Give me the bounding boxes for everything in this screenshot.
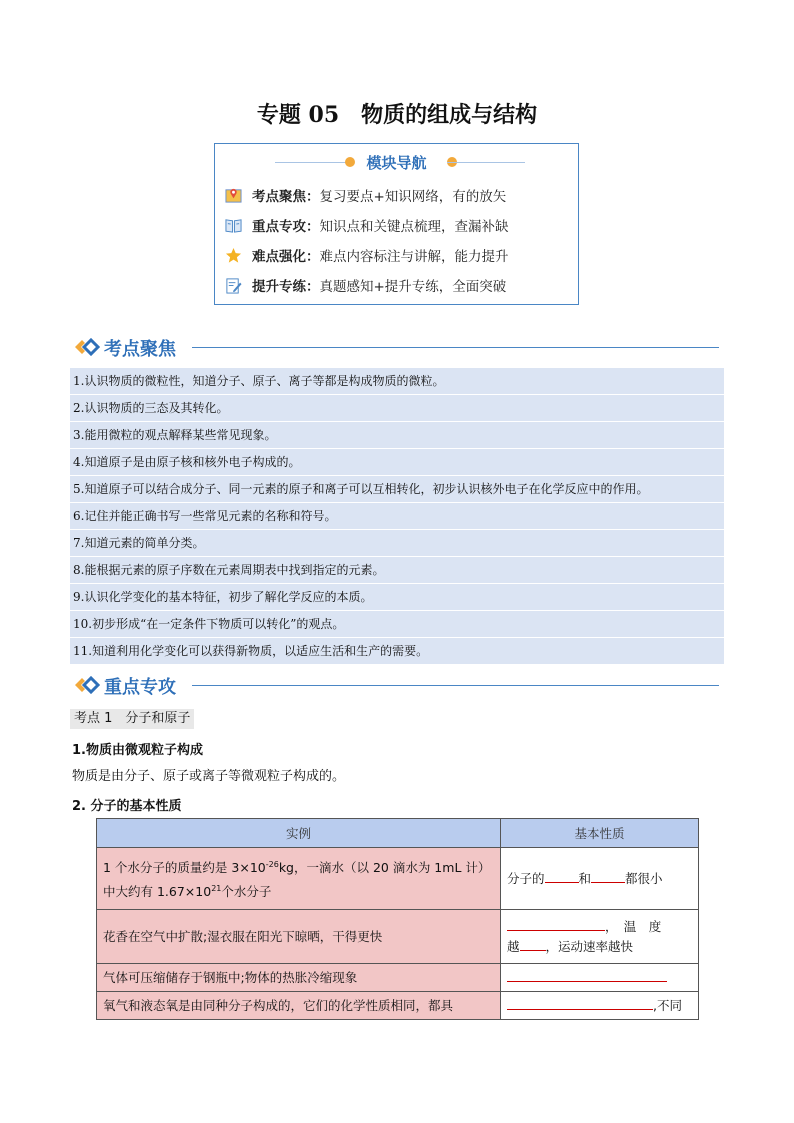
list-item: 5.知道原子可以结合成分子、同一元素的原子和离子可以互相转化，初步认识核外电子在化学反应中的作用。 — [70, 476, 724, 503]
table-row — [97, 964, 699, 992]
nav-item-label: 考点聚焦： — [252, 189, 320, 205]
list-item: 3.能用微粒的观点解释某些常见现象。 — [70, 422, 724, 449]
answer-blank[interactable] — [507, 917, 605, 931]
edit-icon — [225, 277, 242, 294]
example-cell: 氧气和液态氧是由同种分子构成的，它们的化学性质相同，都具 — [97, 992, 501, 1020]
answer-blank[interactable] — [591, 869, 625, 883]
nav-item-difficult[interactable] — [225, 244, 509, 266]
chevron-right-icon — [74, 338, 100, 356]
section-rule — [192, 347, 719, 348]
list-item: 9.认识化学变化的基本特征，初步了解化学反应的本质。 — [70, 584, 724, 611]
answer-blank[interactable] — [507, 996, 653, 1010]
list-item: 1.认识物质的微粒性，知道分子、原子、离子等都是构成物质的微粒。 — [70, 368, 724, 395]
focus-list — [70, 368, 724, 665]
nav-item-text: 复习要点+知识网络，有的放矢 — [319, 189, 507, 205]
subheading: 2. 分子的基本性质 — [72, 799, 182, 814]
properties-table — [96, 818, 699, 1020]
property-cell — [501, 848, 699, 910]
cell-text: 越 — [507, 938, 520, 954]
section-rule — [192, 685, 719, 686]
list-item: 6.记住并能正确书写一些常见元素的名称和符号。 — [70, 503, 724, 530]
map-icon — [225, 187, 242, 204]
table-row — [97, 910, 699, 964]
section-title: 重点专攻 — [104, 677, 176, 698]
answer-blank[interactable] — [545, 869, 579, 883]
cell-text: ， 温 度 — [605, 918, 662, 934]
table-row — [97, 848, 699, 910]
property-cell — [501, 910, 699, 964]
nav-item-text: 真题感知+提升专练，全面突破 — [319, 279, 507, 295]
list-item: 7.知道元素的简单分类。 — [70, 530, 724, 557]
list-item: 4.知道原子是由原子核和核外电子构成的。 — [70, 449, 724, 476]
cell-text: 分子的 — [507, 870, 545, 886]
answer-blank[interactable] — [507, 968, 667, 982]
column-header: 基本性质 — [501, 819, 699, 848]
cell-text: ,不同 — [653, 997, 682, 1013]
book-icon — [225, 217, 242, 234]
cell-text: kg，一滴水（以 20 滴水为 1mL 计）中大约有 1.67×10 — [103, 860, 491, 899]
list-item: 8.能根据元素的原子序数在元素周期表中找到指定的元素。 — [70, 557, 724, 584]
subheading: 1.物质由微观粒子构成 — [72, 743, 203, 758]
nav-item-label: 重点专攻： — [252, 219, 320, 235]
property-cell — [501, 964, 699, 992]
nav-title: 模块导航 — [366, 154, 427, 172]
list-item: 2.认识物质的三态及其转化。 — [70, 395, 724, 422]
example-cell: 花香在空气中扩散;湿衣服在阳光下晾晒，干得更快 — [97, 910, 501, 964]
table-row — [97, 992, 699, 1020]
nav-divider-right — [447, 162, 525, 163]
nav-item-practice[interactable] — [225, 274, 506, 296]
module-navigation-box — [214, 143, 579, 305]
nav-item-text: 难点内容标注与讲解，能力提升 — [319, 249, 509, 265]
cell-text: 个水分子 — [221, 883, 272, 899]
section-title: 考点聚焦 — [104, 339, 176, 360]
star-icon — [225, 247, 242, 264]
nav-item-key[interactable] — [225, 214, 509, 236]
superscript: 21 — [211, 883, 222, 893]
paragraph: 物质是由分子、原子或离子等微观粒子构成的。 — [72, 769, 346, 784]
section-header-key — [74, 673, 719, 697]
example-cell: 气体可压缩储存于钢瓶中;物体的热胀冷缩现象 — [97, 964, 501, 992]
cell-text: ，运动速率越快 — [545, 938, 634, 954]
nav-header — [215, 152, 578, 172]
nav-item-focus[interactable] — [225, 184, 506, 206]
topic-tag: 考点 1 分子和原子 — [70, 709, 194, 729]
superscript: -26 — [265, 860, 279, 870]
answer-blank[interactable] — [520, 937, 546, 951]
example-cell — [97, 848, 501, 910]
nav-item-text: 知识点和关键点梳理，查漏补缺 — [319, 219, 509, 235]
page-title: 专题 05 物质的组成与结构 — [256, 102, 538, 128]
cell-text: 1 个水分子的质量约是 3×10 — [103, 860, 266, 876]
section-header-focus — [74, 335, 719, 359]
property-cell — [501, 992, 699, 1020]
list-item: 10.初步形成“在一定条件下物质可以转化”的观点。 — [70, 611, 724, 638]
cell-text: 和 — [578, 870, 592, 886]
chevron-right-icon — [74, 676, 100, 694]
nav-item-label: 难点强化： — [252, 249, 320, 265]
cell-text: 都很小 — [625, 870, 663, 886]
list-item: 11.知道利用化学变化可以获得新物质，以适应生活和生产的需要。 — [70, 638, 724, 665]
table-header-row — [97, 819, 699, 848]
column-header: 实例 — [97, 819, 501, 848]
nav-item-label: 提升专练： — [252, 279, 320, 295]
